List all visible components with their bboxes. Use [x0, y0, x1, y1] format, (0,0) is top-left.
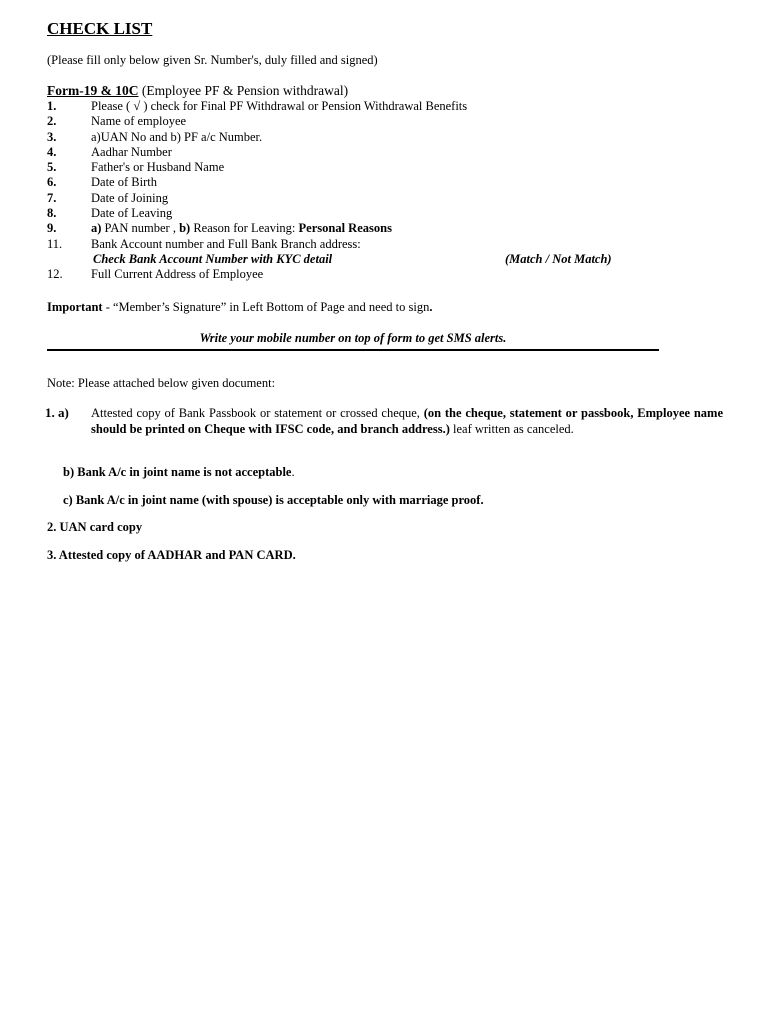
item-part-a: PAN number ,	[101, 221, 180, 236]
document-item-1c: c) Bank A/c in joint name (with spouse) is acceptable only with marriage proof.	[63, 493, 484, 507]
item-number: 1.	[47, 99, 57, 113]
important-label: Important	[47, 300, 103, 314]
item-text: Aadhar Number	[91, 144, 172, 159]
checklist-item	[47, 267, 687, 282]
item-part-a-label: a)	[91, 221, 102, 236]
item-part-b-label: b)	[179, 221, 191, 236]
item-number: 11.	[47, 236, 63, 251]
item-number: 2.	[47, 114, 57, 129]
item-text	[91, 221, 392, 236]
checklist-item	[47, 237, 687, 252]
item-number: 5.	[47, 160, 57, 175]
form-heading-code: Form-19 & 10C	[47, 83, 139, 98]
document-item-1b-text: b) Bank A/c in joint name is not acceptable	[63, 465, 292, 479]
document-item-1b	[63, 465, 295, 480]
checklist	[47, 99, 687, 283]
checklist-item	[47, 114, 687, 129]
checklist-item	[47, 221, 687, 236]
item-text: Bank Account number and Full Bank Branch address:	[91, 236, 361, 251]
document-item-1	[45, 405, 723, 437]
checklist-item	[47, 130, 687, 145]
kyc-instruction: Check Bank Account Number with KYC detail	[93, 251, 333, 266]
checklist-item	[47, 99, 687, 114]
document-item-1-number: 1. a)	[45, 405, 69, 420]
document-item-3: 3. Attested copy of AADHAR and PAN CARD.	[47, 548, 296, 562]
document-item-1-end: leaf written as canceled.	[449, 422, 574, 436]
item-number: 9.	[47, 221, 57, 236]
divider	[47, 349, 659, 351]
item-text: Please ( √ ) check for Final PF Withdrawal or Pension Withdrawal Benefits	[91, 99, 468, 113]
item-number: 3.	[47, 129, 57, 144]
mobile-number-note: Write your mobile number on top of form to get SMS alerts.	[199, 331, 507, 345]
form-heading	[47, 83, 348, 99]
match-status: (Match / Not Match)	[505, 251, 612, 266]
document-item-2: 2. UAN card copy	[47, 520, 143, 534]
item-number: 6.	[47, 175, 57, 190]
documents-note: Note: Please attached below given document:	[47, 376, 276, 390]
important-period: .	[429, 300, 433, 314]
checklist-item	[47, 160, 687, 175]
item-number: 8.	[47, 206, 57, 221]
document-item-1b-period: .	[291, 465, 295, 479]
item-text: Date of Joining	[91, 190, 169, 205]
item-text: Father's or Husband Name	[91, 160, 225, 175]
item-number: 7.	[47, 190, 57, 205]
checklist-item	[47, 145, 687, 160]
item-text: Name of employee	[91, 114, 187, 129]
leaving-reason: Personal Reasons	[298, 221, 392, 236]
item-text: Date of Birth	[91, 175, 157, 190]
item-text: Date of Leaving	[91, 206, 173, 221]
item-number: 4.	[47, 144, 57, 159]
important-note	[47, 300, 432, 315]
form-heading-description: (Employee PF & Pension withdrawal)	[138, 83, 349, 98]
checklist-item-kyc	[47, 252, 687, 267]
instructions-subtitle: (Please fill only below given Sr. Number's, duly filled and signed)	[47, 53, 378, 67]
item-part-b: Reason for Leaving:	[190, 221, 299, 236]
checklist-item	[47, 206, 687, 221]
document-item-1-part: Attested copy of Bank Passbook or statement or crossed cheque,	[91, 406, 424, 420]
checklist-item	[47, 175, 687, 190]
document-item-1-bold: (on the cheque, statement or passbook, Employee name should be printed on Cheque with IFSC code, and branch address.)	[91, 406, 723, 436]
item-text: a)UAN No and b) PF a/c Number.	[91, 129, 263, 144]
page-title: CHECK LIST	[47, 19, 153, 38]
checklist-item	[47, 191, 687, 206]
item-text: Full Current Address of Employee	[91, 267, 264, 282]
item-number: 12.	[47, 267, 63, 282]
important-text: - “Member’s Signature” in Left Bottom of Page and need to sign	[102, 300, 430, 314]
document-item-1-text	[91, 405, 723, 437]
